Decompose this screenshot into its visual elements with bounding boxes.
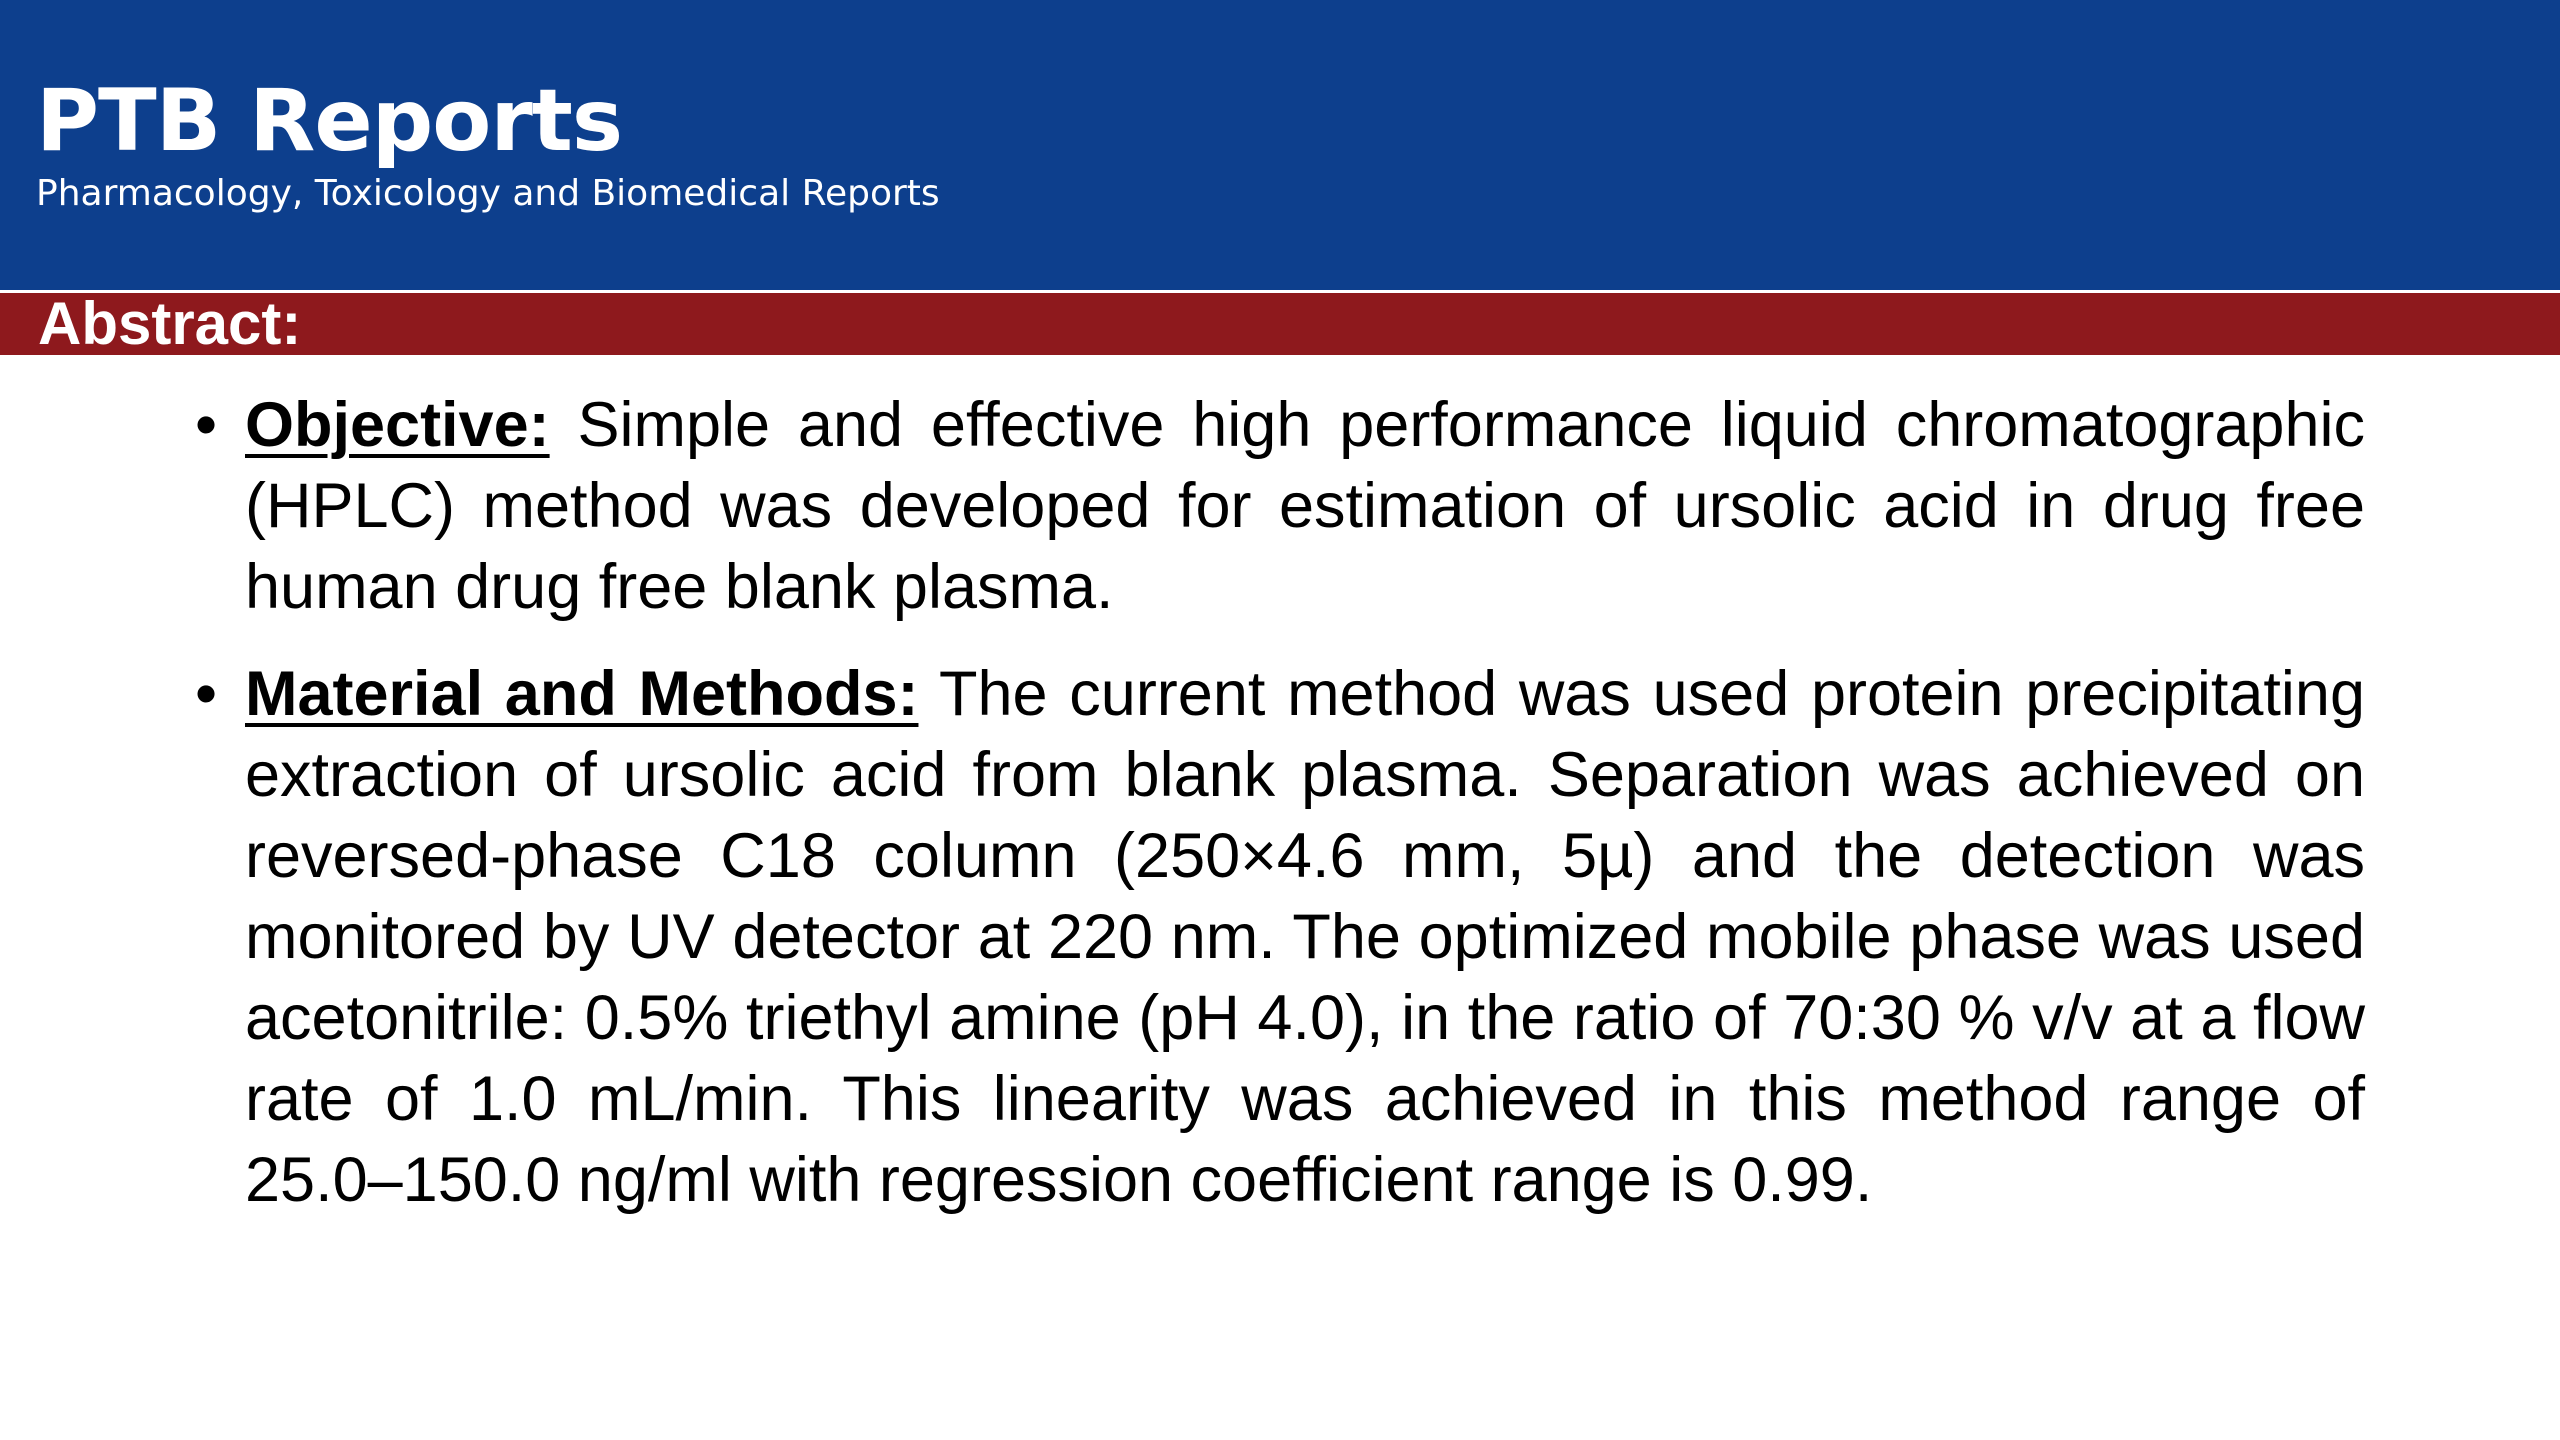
objective-text: Simple and effective high performance liquid chromatographic (HPLC) method was developed for estimation of ursolic acid in drug free human drug free blank plasma. [245,390,2365,622]
journal-subtitle: Pharmacology, Toxicology and Biomedical Reports [36,173,940,214]
abstract-methods-item [195,654,2365,1221]
methods-text: The current method was used protein precipitating extraction of ursolic acid from blank plasma. Separation was achieved on reversed-phase C18 column (250×4.6 mm, 5µ) and the detection was monitored by UV detector at 220 nm. The optimized mobile phase was used acetonitrile: 0.5% triethyl amine (pH 4.0), in the ratio of 70:30 % v/v at a flow rate of 1.0 mL/min. This linearity was achieved in this method range of 25.0–150.0 ng/ml with regression coefficient range is 0.99. [245,659,2365,1215]
abstract-section-bar [0,290,2560,357]
objective-label: Objective: [245,390,550,460]
abstract-content [195,385,2365,1221]
abstract-heading: Abstract: [38,290,302,357]
methods-label: Material and Methods: [245,659,919,729]
abstract-objective-item [195,385,2365,628]
bullet-icon: • [195,659,218,729]
journal-title: PTB Reports [36,71,623,171]
journal-header [0,0,2560,290]
bullet-icon: • [195,390,218,460]
